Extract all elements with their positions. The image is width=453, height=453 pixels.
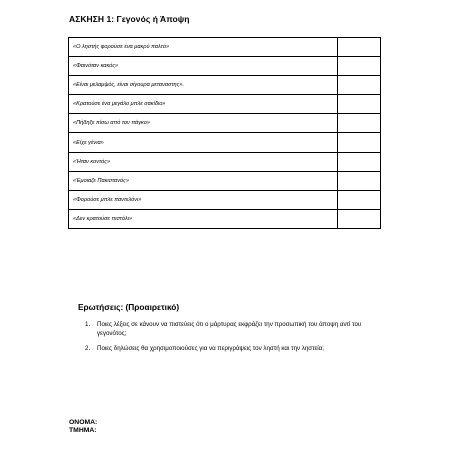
table-row <box>69 190 381 209</box>
statement-cell: «Φορούσε μπλε παντελόνι» <box>69 190 338 209</box>
answer-cell[interactable] <box>338 152 381 171</box>
table-row <box>69 76 381 95</box>
statement-cell: «Είναι μελαμψός, είναι σίγουρα μεταναστης». <box>69 76 338 95</box>
answer-cell[interactable] <box>338 38 381 57</box>
table-row <box>69 57 381 76</box>
student-info <box>69 419 97 434</box>
statements-table <box>68 37 381 229</box>
answer-cell[interactable] <box>338 209 381 228</box>
statement-cell: «Φαινόταν κακός» <box>69 57 338 76</box>
table-row <box>69 209 381 228</box>
statement-cell: «Έμοιαζε Πακιστανός» <box>69 171 338 190</box>
table-row <box>69 133 381 152</box>
table-row <box>69 38 381 57</box>
statement-cell: «Ο ληστής φορούσε ένα μακρύ παλτό» <box>69 38 338 57</box>
page-title: ΑΣΚΗΣΗ 1: Γεγονός ή Άποψη <box>69 14 190 24</box>
answer-cell[interactable] <box>338 76 381 95</box>
table-row <box>69 171 381 190</box>
class-label: ΤΜΗΜΑ: <box>69 426 97 434</box>
statement-cell: «Κρατούσε ένα μεγάλο μπλε σακίδιο» <box>69 95 338 114</box>
questions-heading: Ερωτήσεις: (Προαιρετικό) <box>78 302 180 312</box>
answer-cell[interactable] <box>338 190 381 209</box>
answer-cell[interactable] <box>338 114 381 133</box>
question-text: Ποιες λέξεις σε κάνουν να πιστεύεις ότι ο μάρτυρας εκφράζει την προσωπική του άποψη αντί του γεγονότος; <box>97 321 362 337</box>
question-item <box>85 344 390 353</box>
question-text: Ποιες δηλώσεις θα χρησιμοποιούσες για να περιγράψεις τον ληστή και την ληστεία; <box>97 345 324 352</box>
statement-cell: «Δεν κρατούσε πιστόλι» <box>69 209 338 228</box>
statement-cell: «Πήδηξε πίσω από τον πάγκο» <box>69 114 338 133</box>
table-row <box>69 114 381 133</box>
question-item <box>85 320 390 338</box>
table-row <box>69 152 381 171</box>
answer-cell[interactable] <box>338 133 381 152</box>
name-label: ΟΝΟΜΑ: <box>69 419 98 426</box>
answer-cell[interactable] <box>338 171 381 190</box>
table-row <box>69 95 381 114</box>
question-number: 2. <box>85 345 91 352</box>
question-number: 1. <box>85 321 91 328</box>
statement-cell: «Ήταν κοντός» <box>69 152 338 171</box>
answer-cell[interactable] <box>338 95 381 114</box>
answer-cell[interactable] <box>338 57 381 76</box>
statement-cell: «Είχε γένια» <box>69 133 338 152</box>
